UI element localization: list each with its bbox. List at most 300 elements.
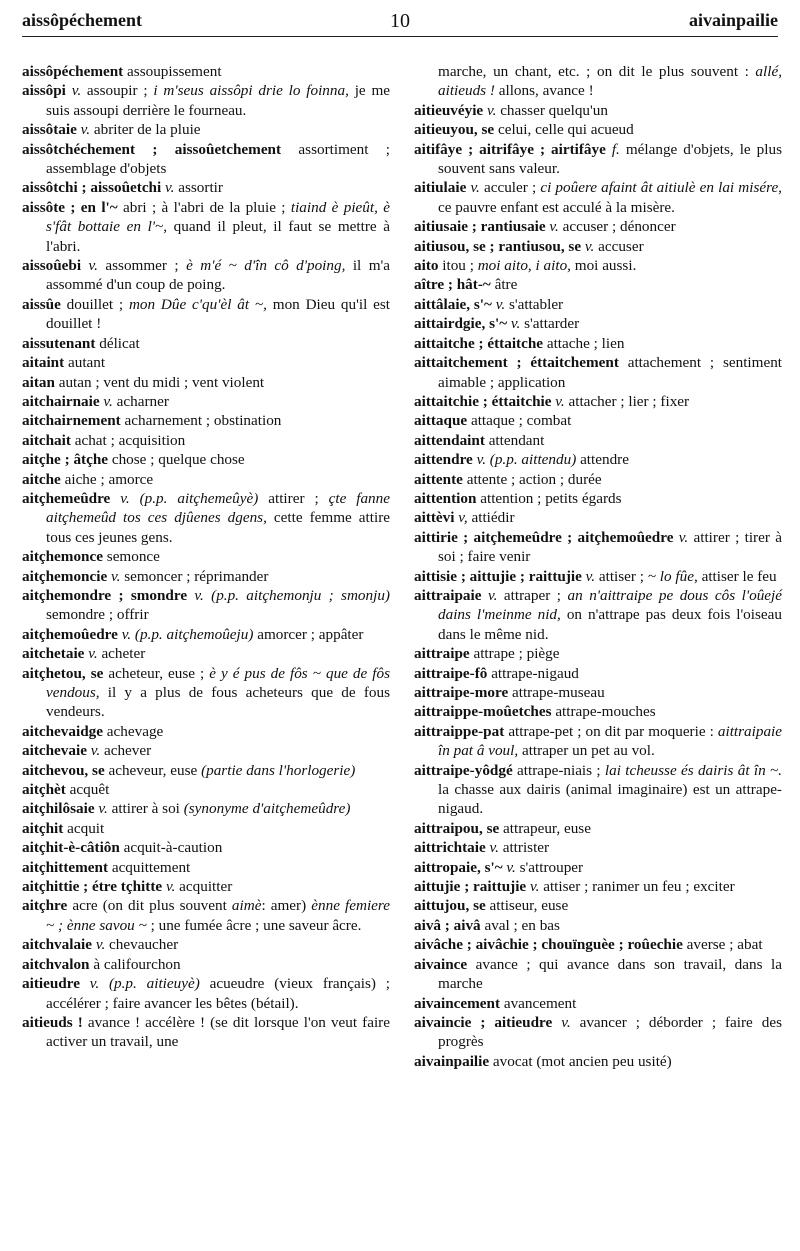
headword: aittendre	[414, 451, 473, 469]
definition-text: assommer ;	[97, 257, 187, 275]
italic-text: v.	[76, 121, 91, 139]
definition-text: avance ; qui avance dans son travail, dans la marche	[438, 955, 782, 993]
dictionary-entry	[22, 974, 390, 1013]
headword: aittraipou, se	[414, 819, 500, 837]
headword: aitiulaie	[414, 179, 467, 197]
definition-text: attachement ; sentiment aimable ; application	[438, 354, 783, 391]
italic-text: v.	[581, 237, 595, 255]
headword: aitçhit-è-câtiôn	[22, 839, 120, 857]
italic-text: v.	[526, 878, 540, 896]
italic-text: allé, aitieuds !	[438, 63, 782, 100]
dictionary-entry	[414, 1013, 782, 1052]
dictionary-entry	[414, 470, 782, 489]
definition-text: cette femme attire tous ces jeunes gens.	[46, 509, 390, 546]
headword: aitçhittement	[22, 858, 109, 876]
italic-text: v. (p.p. aittendu)	[472, 451, 577, 469]
definition-text: ce pauvre enfant est acculé à la misère.	[438, 198, 675, 216]
definition-text: douillet ;	[60, 295, 129, 313]
headword: aître ; hât-~	[414, 276, 491, 294]
definition-text: chevaucher	[105, 936, 179, 954]
definition-text: marche, un chant, etc. ; on dit le plus souvent :	[438, 63, 756, 80]
headword: aitchait	[22, 431, 71, 449]
definition-text: attiser ;	[595, 567, 648, 585]
headword: aissôtchi ; aissoûetchi	[22, 179, 162, 197]
headword: aitiusaie ; rantiusaie	[414, 218, 546, 236]
dictionary-entry	[414, 178, 782, 217]
headword: aitçhetou, se	[22, 664, 104, 682]
dictionary-entry	[414, 528, 782, 567]
dictionary-entry	[414, 353, 782, 392]
headword: aittropaie, s'~	[414, 858, 503, 876]
headword: aitçhemonce	[22, 548, 103, 566]
dictionary-entry	[22, 586, 390, 625]
italic-text: v. (p.p. aitçhemeûyè)	[110, 489, 259, 507]
definition-text: avocat (mot ancien peu usité)	[489, 1052, 672, 1070]
headword: aitchvalon	[22, 955, 90, 973]
italic-text: v.	[673, 528, 689, 546]
definition-text: délicat	[95, 334, 140, 352]
italic-text: ènne femiere ~ ; ènne savou ~	[46, 897, 390, 934]
italic-text: v.	[161, 179, 175, 197]
italic-text: çte fanne aitçhemeûd tos ces djûenes dgens,	[46, 489, 390, 527]
italic-text: v.	[545, 218, 559, 236]
definition-text: abri ; à l'abri de la pluie ;	[117, 198, 291, 216]
dictionary-entry	[414, 877, 782, 896]
definition-text: amorcer ; appâter	[253, 625, 364, 643]
definition-text: assortir	[174, 179, 223, 197]
italic-text: v.	[92, 936, 106, 954]
headword: aittâlaie, s'~	[414, 295, 492, 313]
definition-text: moi aussi.	[570, 257, 637, 275]
definition-text: autan ; vent du midi ; vent violent	[54, 373, 265, 391]
definition-text: attrape ; piège	[469, 645, 560, 663]
dictionary-entry	[414, 62, 782, 101]
italic-text: ci poûere afaint ât aitiulè en lai misére,	[540, 179, 782, 197]
definition-text: attirer ;	[258, 489, 329, 507]
dictionary-entry	[22, 334, 390, 353]
dictionary-entry	[22, 838, 390, 857]
headword: aissôtaie	[22, 121, 77, 139]
dictionary-entry	[414, 586, 782, 644]
italic-text: ~ lo fûe,	[647, 567, 698, 585]
definition-text: mélange d'objets, le plus souvent sans valeur.	[438, 140, 782, 178]
headword: aittirie ; aitçhemeûdre ; aitçhemoûedre	[414, 528, 674, 546]
definition-text: acheteur, euse ;	[103, 664, 210, 682]
headword: aittaitchement ; éttaitchement	[414, 354, 619, 372]
dictionary-entry	[414, 431, 782, 450]
dictionary-entry	[22, 81, 390, 120]
headword: aitçhre	[22, 897, 68, 915]
definition-text: attiser le feu	[697, 567, 777, 585]
definition-text: attraper ;	[497, 586, 568, 604]
headword: aittaque	[414, 412, 468, 430]
italic-text: moi aito, i aito,	[477, 257, 571, 275]
dictionary-entry	[414, 916, 782, 935]
headword: aitçhemoûedre	[22, 625, 118, 643]
definition-text: attraper un pet au vol.	[518, 742, 655, 760]
headword: aittujie ; raittujie	[414, 878, 527, 896]
italic-text: v,	[454, 509, 468, 527]
definition-text: assoupissement	[123, 63, 222, 80]
dictionary-entry	[22, 896, 390, 935]
italic-text: v.	[81, 257, 98, 275]
dictionary-entry	[414, 120, 782, 139]
italic-text: tiaind è pieût, è s'fât bottaie en l'~,	[46, 198, 390, 236]
definition-text: aiche ; amorce	[60, 470, 154, 488]
headword: aitan	[22, 373, 55, 391]
definition-text: attendre	[576, 451, 629, 469]
headword: aittaitchie ; éttaitchie	[414, 392, 552, 410]
italic-text: lai tcheusse és dairis ât în ~.	[604, 761, 782, 779]
headword: aitçhèt	[22, 781, 66, 799]
headword: aittraippe-moûetches	[414, 703, 552, 721]
definition-text: ; une fumée âcre ; une saveur âcre.	[146, 916, 362, 934]
definition-text: autant	[64, 354, 106, 372]
italic-text: v.	[162, 878, 176, 896]
dictionary-entry	[22, 799, 390, 818]
headword: aitifâye ; aitrifâye ; airtifâye	[414, 140, 606, 158]
italic-text: v.	[466, 179, 480, 197]
italic-text: è y é pus de fôs ~ que de fôs vendous,	[46, 664, 390, 701]
dictionary-entry	[22, 392, 390, 411]
headword: aitaint	[22, 354, 65, 372]
dictionary-entry	[414, 994, 782, 1013]
italic-text: è m'é ~ d'în cô d'poing,	[186, 257, 346, 275]
dictionary-entry	[414, 935, 782, 954]
headword: aitçhemeûdre	[22, 489, 111, 507]
headword: aitche	[22, 470, 61, 488]
definition-text: acquit-à-caution	[119, 839, 223, 857]
dictionary-entry	[22, 955, 390, 974]
definition-text: attention ; petits égards	[476, 489, 622, 507]
definition-text: je me suis assoupi derrière le fourneau.	[46, 82, 391, 119]
dictionary-entry	[22, 664, 390, 722]
dictionary-entry	[414, 334, 782, 353]
definition-text: âtre	[490, 276, 518, 294]
italic-text: v.	[502, 858, 516, 876]
dictionary-entry	[22, 741, 390, 760]
headword: aitçhe ; âtçhe	[22, 451, 109, 469]
italic-text: v.	[552, 1013, 571, 1031]
definition-text: semondre ; offrir	[46, 606, 149, 624]
definition-text: allons, avance !	[494, 82, 594, 100]
headword: aitçhemoncie	[22, 567, 108, 585]
definition-text: attache ; lien	[543, 334, 625, 352]
italic-text: (partie dans l'horlogerie)	[201, 761, 356, 779]
italic-text: v.	[99, 392, 113, 410]
definition-text: acre (on dit plus souvent	[67, 897, 232, 915]
dictionary-entry	[22, 489, 390, 547]
italic-text: v. (p.p. aitçhemonju ; smonju)	[187, 586, 390, 604]
headword: aittèvi	[414, 509, 455, 527]
definition-text: attiser ; ranimer un feu ; exciter	[539, 878, 735, 896]
dictionary-entry	[414, 508, 782, 527]
definition-text: il y a plus de fous acheteurs que de fous vendeurs.	[46, 684, 390, 721]
definition-text: attaque ; combat	[467, 412, 572, 430]
page-number: 10	[390, 10, 410, 32]
headword: aittraipe	[414, 645, 470, 663]
headword: aittraipaie	[414, 586, 482, 604]
definition-text: avancement	[500, 994, 577, 1012]
definition-text: acquêt	[65, 781, 110, 799]
italic-text: v. (p.p. aitieuyè)	[79, 975, 200, 993]
page-header	[22, 6, 778, 37]
dictionary-entry	[414, 761, 782, 819]
definition-text: acquittement	[108, 858, 191, 876]
dictionary-entry	[414, 275, 782, 294]
dictionary-entry	[22, 178, 390, 197]
headword: aitçhilôsaie	[22, 800, 95, 818]
headword: aito	[414, 257, 439, 275]
definition-text: avancer ; déborder ; faire des progrès	[438, 1013, 782, 1051]
definition-text: acharner	[112, 392, 169, 410]
dictionary-entry	[22, 140, 390, 179]
headword: aitchairnement	[22, 412, 121, 430]
definition-text: achevage	[103, 722, 164, 740]
dictionary-entry	[414, 858, 782, 877]
dictionary-entry	[22, 353, 390, 372]
definition-text: attrape-pet ; on dit par moquerie :	[504, 722, 718, 740]
definition-text: à califourchon	[89, 955, 181, 973]
definition-text: : amer)	[261, 897, 312, 915]
italic-text: v.	[483, 101, 497, 119]
headword: aissoûebi	[22, 257, 82, 275]
definition-text: la chasse aux dairis (animal imaginaire) est un attrape-nigaud.	[438, 781, 782, 818]
headword: aitçhittie ; étre tçhitte	[22, 878, 163, 896]
dictionary-entry	[414, 702, 782, 721]
dictionary-entry	[414, 1052, 782, 1071]
headword: aittraipe-fô	[414, 664, 488, 682]
definition-text: assortiment ; assemblage d'objets	[46, 140, 390, 178]
headword: aivaince	[414, 955, 468, 973]
dictionary-entry	[414, 295, 782, 314]
dictionary-entry	[414, 314, 782, 333]
definition-text: attiédir	[467, 509, 515, 527]
dictionary-entry	[22, 858, 390, 877]
headword: aitieuvéyie	[414, 101, 484, 119]
dictionary-entry	[22, 120, 390, 139]
dictionary-entry	[414, 838, 782, 857]
dictionary-entry	[414, 217, 782, 236]
dictionary-entry	[22, 411, 390, 430]
italic-text: v.	[107, 567, 121, 585]
dictionary-entry	[22, 567, 390, 586]
dictionary-entry	[22, 722, 390, 741]
headword: aivaincement	[414, 994, 501, 1012]
italic-text: i m'seus aissôpi drie lo foinna,	[153, 82, 349, 100]
italic-text: v.	[94, 800, 108, 818]
dictionary-entry	[22, 450, 390, 469]
dictionary-entry	[414, 664, 782, 683]
definition-text: accuser ; dénoncer	[558, 218, 676, 236]
headword: aitieuds !	[22, 1013, 83, 1031]
headword: aittraipe-more	[414, 684, 509, 701]
headword: aitchevou, se	[22, 761, 105, 779]
headword: aivainpailie	[414, 1052, 490, 1070]
definition-text: attrape-niais ;	[512, 761, 605, 779]
italic-text: v.	[581, 567, 596, 585]
headword: aivaincie ; aitieudre	[414, 1013, 553, 1031]
headword: aitchevaidge	[22, 722, 103, 740]
dictionary-entry	[22, 935, 390, 954]
headword: aissôte ; en l'~	[22, 198, 118, 216]
headword: aissutenant	[22, 334, 96, 352]
dictionary-entry	[22, 819, 390, 838]
headword: aittairdgie, s'~	[414, 315, 508, 333]
italic-text: v.	[481, 586, 498, 604]
definition-text: acheveur, euse	[104, 761, 202, 779]
dictionary-entry	[414, 567, 782, 586]
headword: aitieudre	[22, 975, 80, 993]
headword: aitchairnaie	[22, 392, 100, 410]
italic-text: v.	[551, 392, 565, 410]
definition-text: attrister	[498, 839, 550, 857]
dictionary-entry	[414, 722, 782, 761]
dictionary-entry	[22, 373, 390, 392]
right-column	[414, 62, 782, 1071]
italic-text: v.	[485, 839, 499, 857]
definition-text: mon Dieu qu'il est douillet !	[46, 295, 390, 333]
headword: aitieuyou, se	[414, 121, 495, 139]
definition-text: s'attarder	[520, 315, 580, 333]
definition-text: acquitter	[175, 878, 233, 896]
dictionary-entry	[22, 62, 390, 81]
dictionary-entry	[22, 644, 390, 663]
headword: aitchevaie	[22, 742, 87, 760]
definition-text: averse ; abat	[682, 936, 763, 954]
headword: aittujou, se	[414, 897, 486, 915]
dictionary-entry	[414, 644, 782, 663]
running-head-left: aissôpéchement	[22, 10, 142, 30]
headword: aittendaint	[414, 431, 485, 449]
headword: aitçhemondre ; smondre	[22, 586, 188, 604]
dictionary-entry	[22, 547, 390, 566]
headword: aissûe	[22, 295, 61, 313]
definition-text: il m'a assommé d'un coup de poing.	[46, 257, 390, 294]
definition-text: attente ; action ; durée	[462, 470, 602, 488]
headword: aitçhit	[22, 819, 64, 837]
dictionary-entry	[414, 955, 782, 994]
dictionary-entry	[22, 431, 390, 450]
dictionary-entry	[414, 392, 782, 411]
italic-text: aimè	[231, 897, 262, 915]
italic-text: an n'aittraipe pe dous côs l'oûejé dains l'meinme nid,	[438, 586, 783, 624]
headword: aittention	[414, 489, 477, 507]
dictionary-entry	[22, 198, 390, 256]
italic-text: (synonyme d'aitçhemeûdre)	[183, 800, 351, 818]
definition-text: chose ; quelque chose	[108, 451, 245, 469]
dictionary-entry	[22, 625, 390, 644]
headword: aissôpéchement	[22, 63, 124, 80]
definition-text: semonce	[102, 548, 160, 566]
dictionary-entry	[414, 683, 782, 702]
dictionary-entry	[22, 877, 390, 896]
italic-text: v.	[65, 82, 82, 100]
dictionary-entry	[414, 489, 782, 508]
headword: aissôtchéchement ; aissoûetchement	[22, 140, 282, 158]
headword: aitchetaie	[22, 645, 85, 663]
dictionary-entry	[22, 256, 390, 295]
definition-text: acheter	[97, 645, 146, 663]
definition-text: attirer ; tirer à soi ; faire venir	[438, 528, 782, 566]
definition-text: attrape-mouches	[551, 703, 656, 721]
definition-text: s'attabler	[505, 295, 564, 313]
headword: aittraipe-yôdgé	[414, 761, 513, 779]
headword: aivâ ; aivâ	[414, 916, 481, 934]
definition-text: chasser quelqu'un	[496, 101, 608, 119]
italic-text: v. (p.p. aitçhemoûeju)	[117, 625, 254, 643]
dictionary-entry	[22, 780, 390, 799]
definition-text: attacher ; lier ; fixer	[564, 392, 690, 410]
italic-text: v.	[491, 295, 506, 313]
dictionary-entry	[22, 761, 390, 780]
headword: aivâche ; aivâchie ; chouïnguèe ; roûechie	[414, 936, 683, 954]
italic-text: mon Dûe c'qu'èl ât ~,	[128, 295, 267, 313]
definition-text: attrape-nigaud	[487, 664, 579, 682]
dictionary-entry	[414, 256, 782, 275]
dictionary-entry	[414, 450, 782, 469]
dictionary-entry	[414, 237, 782, 256]
dictionary-entry	[414, 896, 782, 915]
definition-text: attendant	[484, 431, 545, 449]
italic-text: v.	[84, 645, 98, 663]
running-head-right: aivainpailie	[688, 10, 778, 30]
italic-text: f.	[605, 140, 620, 158]
left-column	[22, 62, 390, 1052]
headword: aittraippe-pat	[414, 722, 505, 740]
definition-text: on n'attrape pas deux fois l'oiseau dans le même nid.	[438, 606, 782, 643]
dictionary-entry	[414, 140, 782, 179]
definition-text: quand il pleut, il faut se mettre à l'abri.	[46, 218, 390, 255]
definition-text: assoupir ;	[81, 82, 154, 100]
dictionary-entry	[414, 101, 782, 120]
dictionary-entry	[22, 1013, 390, 1052]
dictionary-entry	[414, 411, 782, 430]
italic-text: v.	[86, 742, 101, 760]
headword: aittente	[414, 470, 463, 488]
definition-text: celui, celle qui acueud	[494, 121, 634, 139]
headword: aitchvalaie	[22, 936, 93, 954]
dictionary-entry	[414, 819, 782, 838]
definition-text: achat ; acquisition	[70, 431, 186, 449]
definition-text: s'attrouper	[515, 858, 584, 876]
definition-text: attirer à soi	[107, 800, 184, 818]
definition-text: itou ;	[438, 257, 478, 275]
definition-text: achever	[100, 742, 152, 760]
definition-text: acculer ;	[479, 179, 541, 197]
definition-text: aval ; en bas	[480, 916, 560, 934]
definition-text: semoncer ; réprimander	[120, 567, 269, 585]
definition-text: acharnement ; obstination	[120, 412, 282, 430]
definition-text: acueudre (vieux français) ; accélérer ; faire avancer les bêtes (bétail).	[46, 975, 390, 1012]
italic-text: v.	[507, 315, 521, 333]
dictionary-entry	[22, 295, 390, 334]
headword: aittaitche ; éttaitche	[414, 334, 544, 352]
dictionary-entry	[22, 470, 390, 489]
headword: aittrichtaie	[414, 839, 486, 857]
definition-text: attrapeur, euse	[499, 819, 591, 837]
definition-text: acquit	[63, 819, 105, 837]
headword: aittisie ; aittujie ; raittujie	[414, 567, 582, 585]
definition-text: accuser	[594, 237, 644, 255]
italic-text: aittraipaie în pat â voul,	[438, 722, 782, 760]
definition-text: avance ! accélère ! (se dit lorsque l'on veut faire activer un travail, une	[46, 1013, 390, 1051]
definition-text: attiseur, euse	[485, 897, 569, 915]
headword: aitiusou, se ; rantiusou, se	[414, 237, 582, 255]
headword: aissôpi	[22, 82, 66, 100]
definition-text: abriter de la pluie	[90, 121, 201, 139]
definition-text: attrape-museau	[508, 684, 605, 701]
